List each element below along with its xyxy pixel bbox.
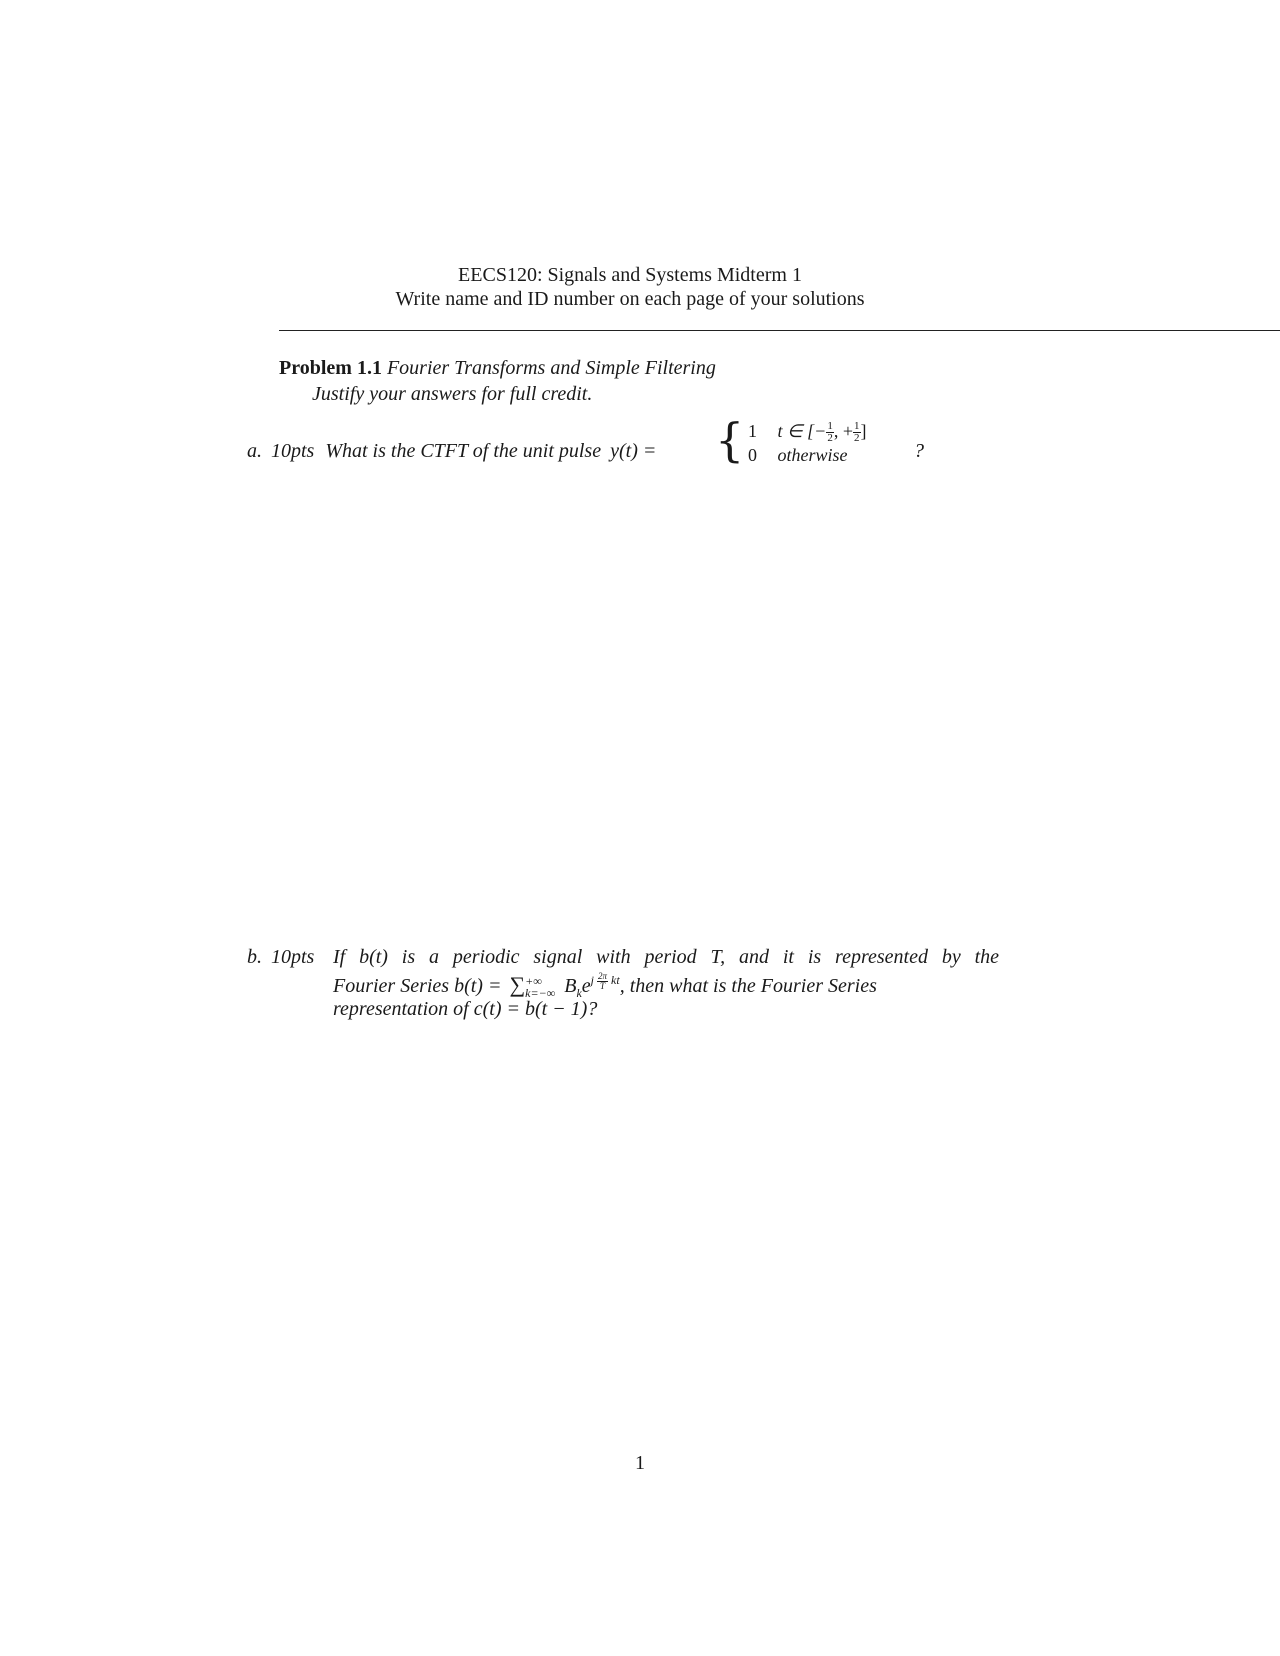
case-1-condition: t ∈ [− (777, 421, 827, 441)
question-b-marker: b. (247, 946, 262, 968)
header-rule (279, 330, 1280, 331)
coefficient: $B_k$ (564, 975, 582, 1000)
problem-topic: Fourier Transforms and Simple Filtering (386, 357, 716, 379)
question-a-end-mark: ? (914, 440, 924, 462)
question-b-text-1: If b(t) is a periodic signal with period T, and it is represented by the (333, 946, 999, 968)
question-b-points: 10pts (271, 946, 315, 968)
question-a-points: 10pts (271, 440, 315, 462)
question-a-marker: a. (247, 440, 262, 462)
exponential: $e^{j \frac{2\pi}{T} kt}$ (581, 971, 620, 997)
piecewise-brace: { (715, 413, 745, 467)
page-number: 1 (635, 1452, 645, 1474)
document-subtitle: Write name and ID number on each page of your solutions (395, 288, 865, 310)
sum-symbol: ∑ (509, 972, 526, 997)
question-a-text: What is the CTFT of the unit pulse (325, 440, 602, 462)
problem-heading (279, 357, 716, 380)
case-1-value: 1 (748, 421, 757, 441)
question-b-line-2 (333, 972, 877, 1001)
case-2 (748, 445, 848, 466)
fraction-half-right: $\frac{1}{2}$ (854, 420, 860, 445)
question-a (247, 440, 656, 463)
problem-label: Problem 1.1 (279, 357, 382, 379)
case-1: 1 t ∈ [− $\frac{1}{2}$ , + $\frac{1}{2}$ ] (748, 420, 867, 445)
sum-limits: +∞ k=−∞ (525, 974, 556, 1001)
document-title: EECS120: Signals and Systems Midterm 1 (458, 264, 802, 286)
question-b-line-1 (247, 946, 999, 969)
case-2-condition: otherwise (777, 445, 848, 465)
question-b-text-2-start: Fourier Series b(t) = (333, 975, 502, 997)
case-2-value: 0 (748, 445, 757, 465)
question-b-line-3: representation of c(t) = b(t − 1)? (333, 998, 598, 1020)
fraction-half-left: $\frac{1}{2}$ (827, 420, 833, 445)
problem-instruction: Justify your answers for full credit. (312, 383, 593, 405)
question-a-func: y(t) = (610, 440, 657, 462)
question-b-text-2-end: , then what is the Fourier Series (619, 975, 877, 997)
